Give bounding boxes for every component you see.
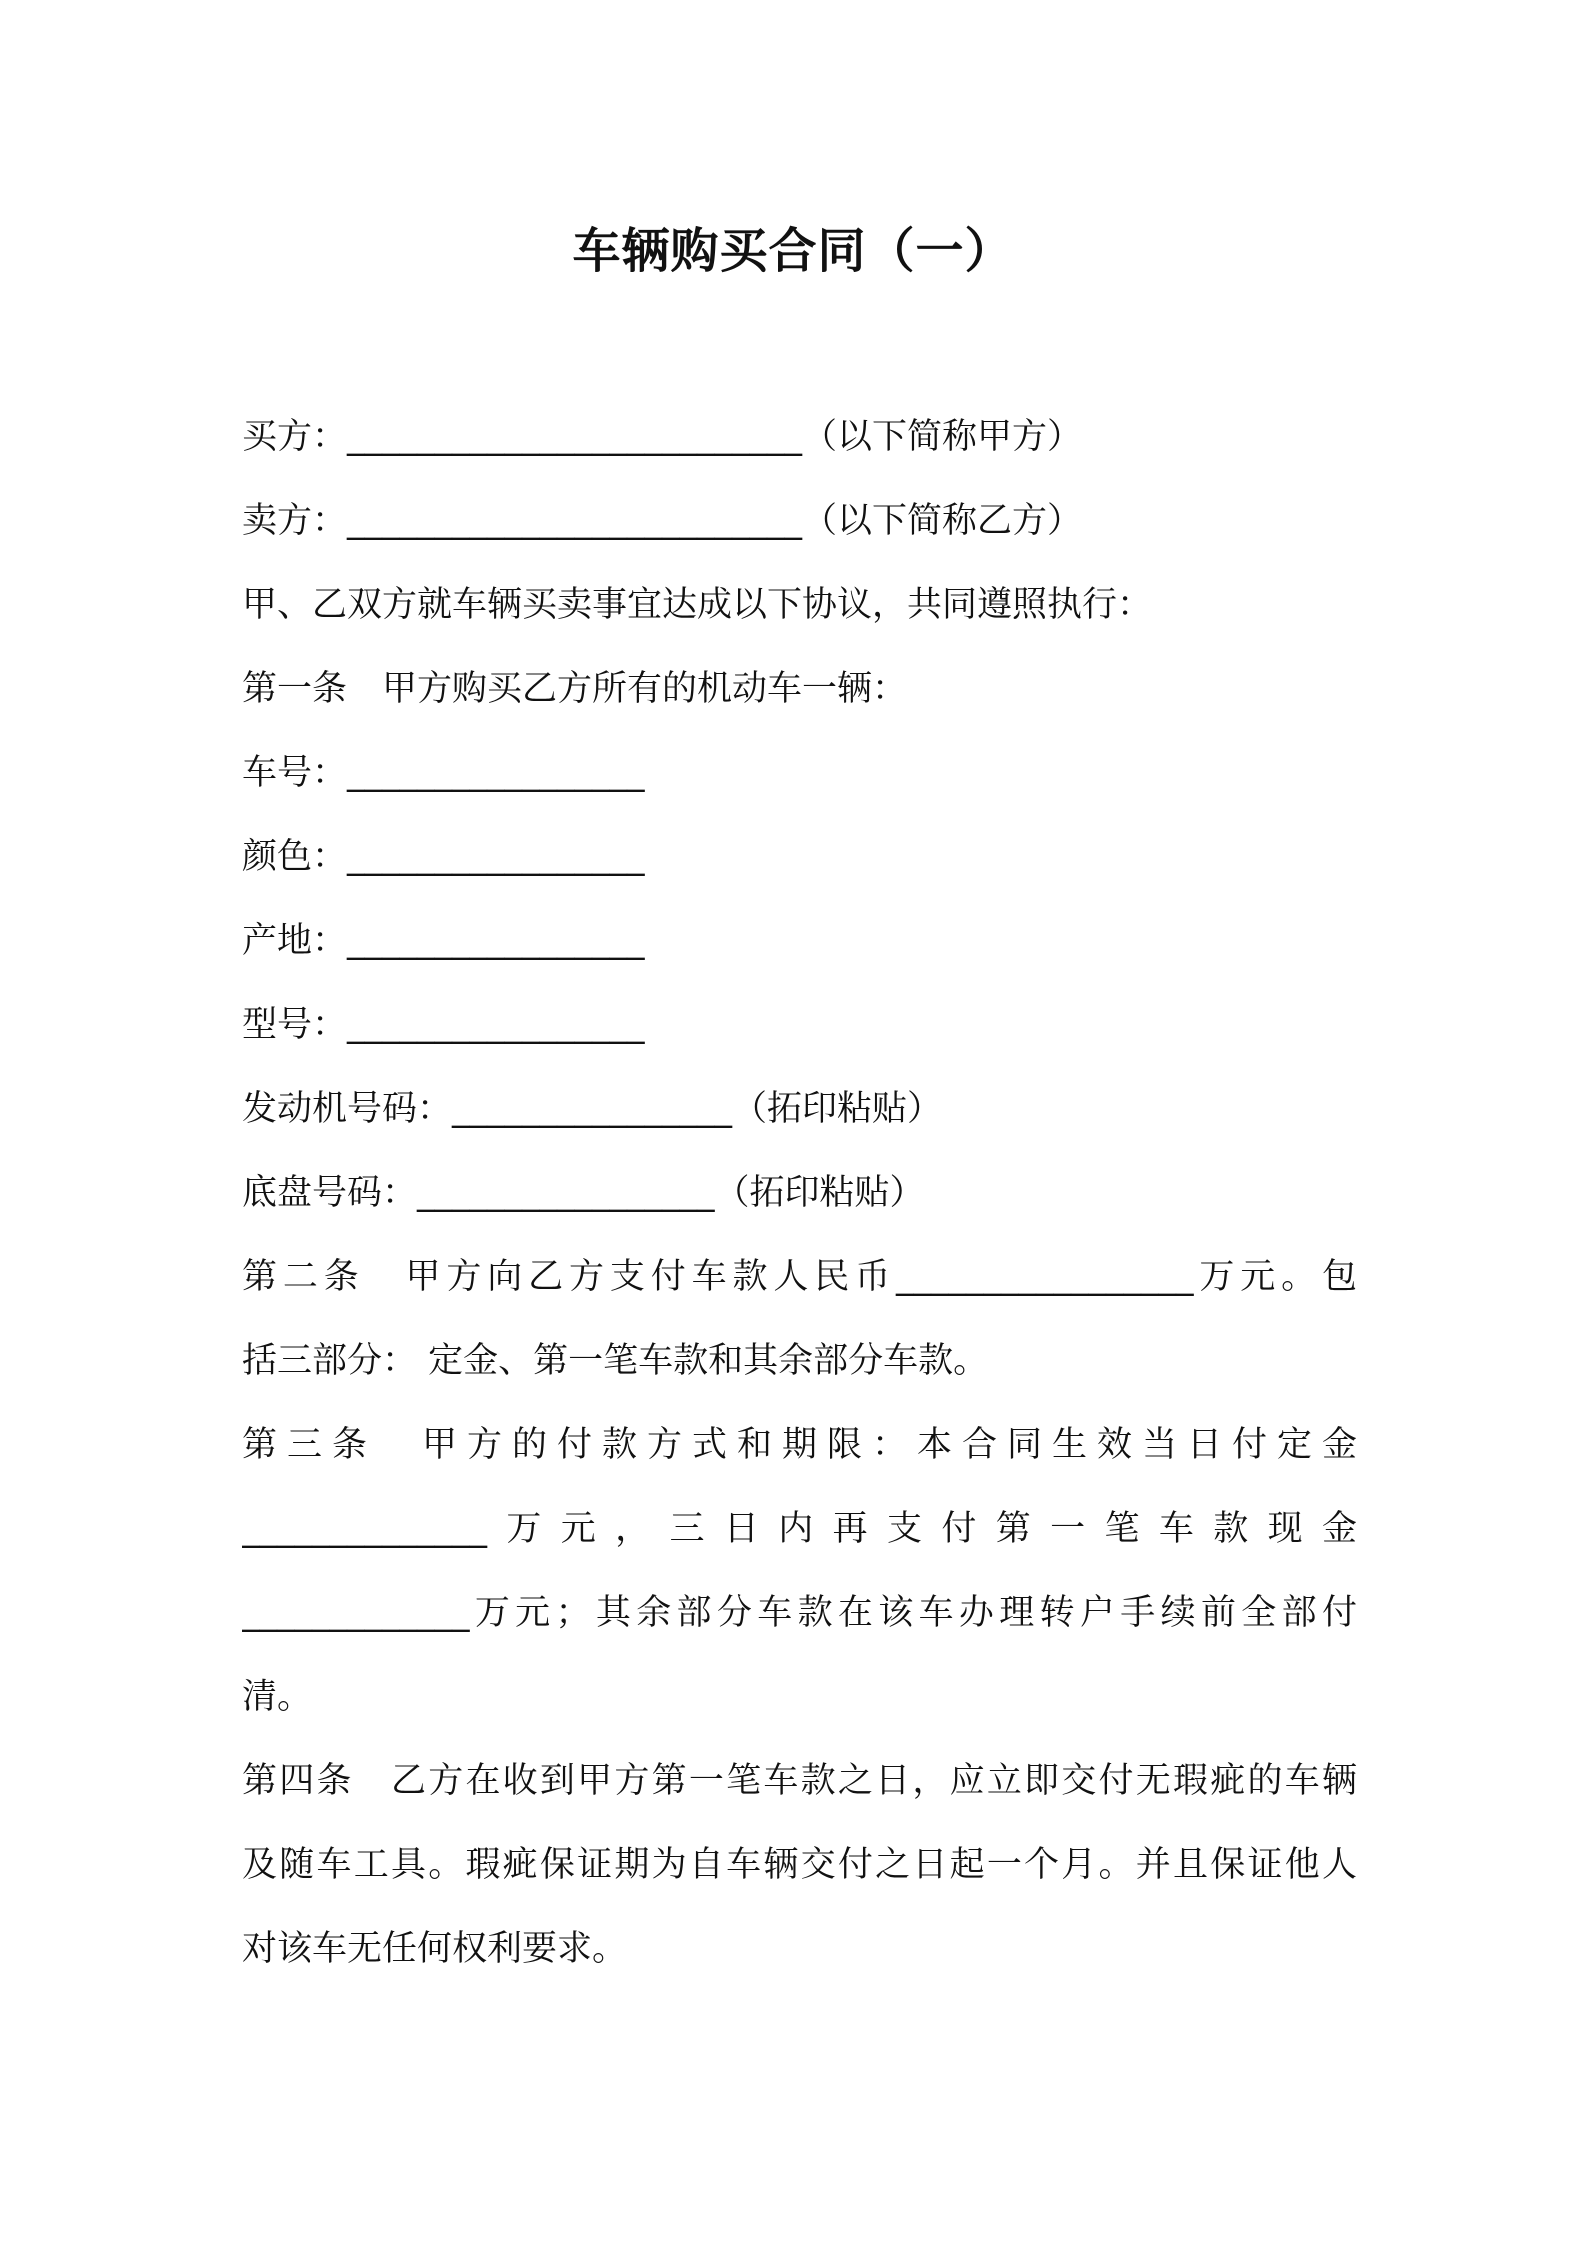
origin-field: 产地：_________________ [242,921,645,961]
engine-number-field: 发动机号码：________________（拓印粘贴） [242,1089,943,1129]
article-4-line-3: 对该车无任何权利要求。 [242,1929,628,1969]
page-title: 车辆购买合同（一） [572,223,1014,279]
article-3-line-4: 清。 [242,1677,313,1717]
plate-number-field: 车号：_________________ [242,753,645,793]
article-2-line-2: 括三部分： 定金、第一笔车款和其余部分车款。 [242,1341,989,1381]
article-3-line-1: 第三条 甲方的付款方式和期限：本合同生效当日付定金 [242,1425,1357,1465]
model-field: 型号：_________________ [242,1005,645,1045]
article-2-line-1: 第二条 甲方向乙方支付车款人民币_________________万元。包 [242,1257,1357,1297]
article-3-line-3: _____________万元；其余部分车款在该车办理转户手续前全部付 [242,1593,1357,1633]
color-field: 颜色：_________________ [242,837,645,877]
article-1-heading: 第一条 甲方购买乙方所有的机动车一辆： [242,669,908,709]
seller-line: 卖方：__________________________（以下简称乙方） [242,501,1083,541]
article-4-line-2: 及随车工具。瑕疵保证期为自车辆交付之日起一个月。并且保证他人 [242,1845,1357,1885]
chassis-number-field: 底盘号码：_________________（拓印粘贴） [242,1173,925,1213]
contract-body [242,402,1357,1998]
buyer-line: 买方：__________________________（以下简称甲方） [242,417,1083,457]
article-3-line-2: ______________万元，三日内再支付第一笔车款现金 [242,1509,1357,1549]
article-4-line-1: 第四条 乙方在收到甲方第一笔车款之日，应立即交付无瑕疵的车辆 [242,1761,1357,1801]
agreement-intro: 甲、乙双方就车辆买卖事宜达成以下协议，共同遵照执行： [242,585,1153,625]
